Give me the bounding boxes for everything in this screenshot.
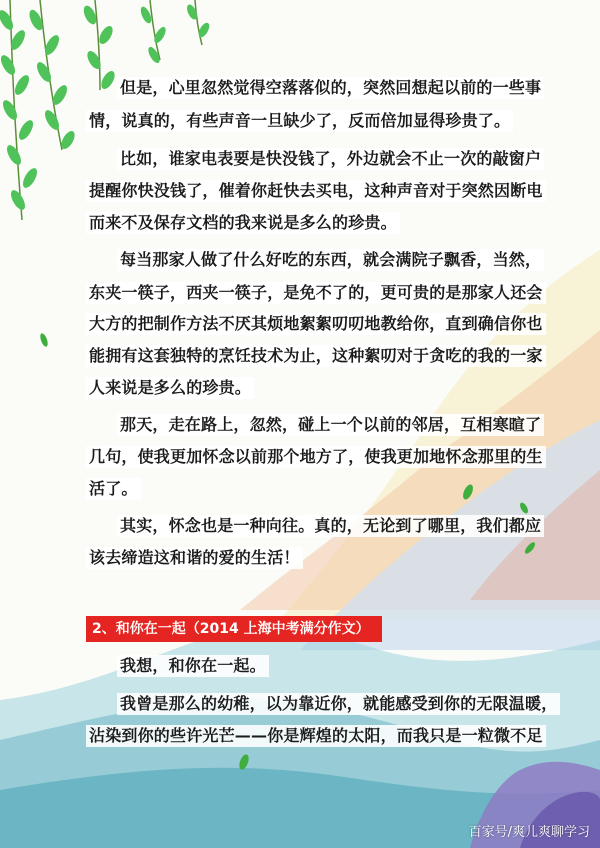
paragraph-5-line-2: 该去缔造这和谐的爱的生活！ (86, 547, 303, 569)
paragraph-1-line-2: 情，说真的，有些声音一旦缺少了，反而倍加显得珍贵了。 (86, 110, 513, 132)
section-paragraph-1-line-1: 我想，和你在一起。 (117, 655, 269, 677)
paragraph-2-line-1: 比如，谁家电表要是快没钱了，外边就会不止一次的敲窗户 (117, 148, 544, 170)
paragraph-4-line-2: 几句，使我更加怀念以前那个地方了，使我更加地怀念那里的生 (86, 446, 546, 468)
paragraph-4-line-3: 活了。 (86, 478, 141, 500)
paragraph-3-line-2: 东夹一筷子，西夹一筷子，是免不了的，更可贵的是那家人还会 (86, 282, 546, 304)
paragraph-3-line-5: 人来说是多么的珍贵。 (86, 377, 254, 399)
paragraph-2-line-2: 提醒你快没钱了，催着你赶快去买电，这种声音对于突然因断电 (86, 180, 546, 202)
paragraph-5-line-1: 其实，怀念也是一种向往。真的，无论到了哪里，我们都应 (117, 515, 544, 537)
paragraph-3-line-4: 能拥有这套独特的烹饪技术为止，这种絮叨对于贪吃的我的一家 (86, 345, 546, 367)
paragraph-3-line-1: 每当那家人做了什么好吃的东西，就会满院子飘香，当然， (117, 249, 544, 271)
section-paragraph-2-line-1: 我曾是那么的幼稚，以为靠近你，就能感受到你的无限温暖， (117, 693, 560, 715)
section-paragraph-2-line-2: 沾染到你的些许光芒——你是辉煌的太阳，而我只是一粒微不足 (86, 725, 546, 747)
section-heading: 2、和你在一起（2014 上海中考满分作文） (86, 616, 382, 642)
paragraph-3-line-3: 大方的把制作方法不厌其烦地絮絮叨叨地教给你，直到确信你也 (86, 313, 546, 335)
paragraph-4-line-1: 那天，走在路上，忽然，碰上一个以前的邻居，互相寒暄了 (117, 414, 544, 436)
paragraph-1-line-1: 但是，心里忽然觉得空落落似的，突然回想起以前的一些事 (117, 77, 544, 99)
watermark-text: 百家号/爽儿爽聊学习 (468, 825, 590, 840)
paragraph-2-line-3: 而来不及保存文档的我来说是多么的珍贵。 (86, 212, 400, 234)
